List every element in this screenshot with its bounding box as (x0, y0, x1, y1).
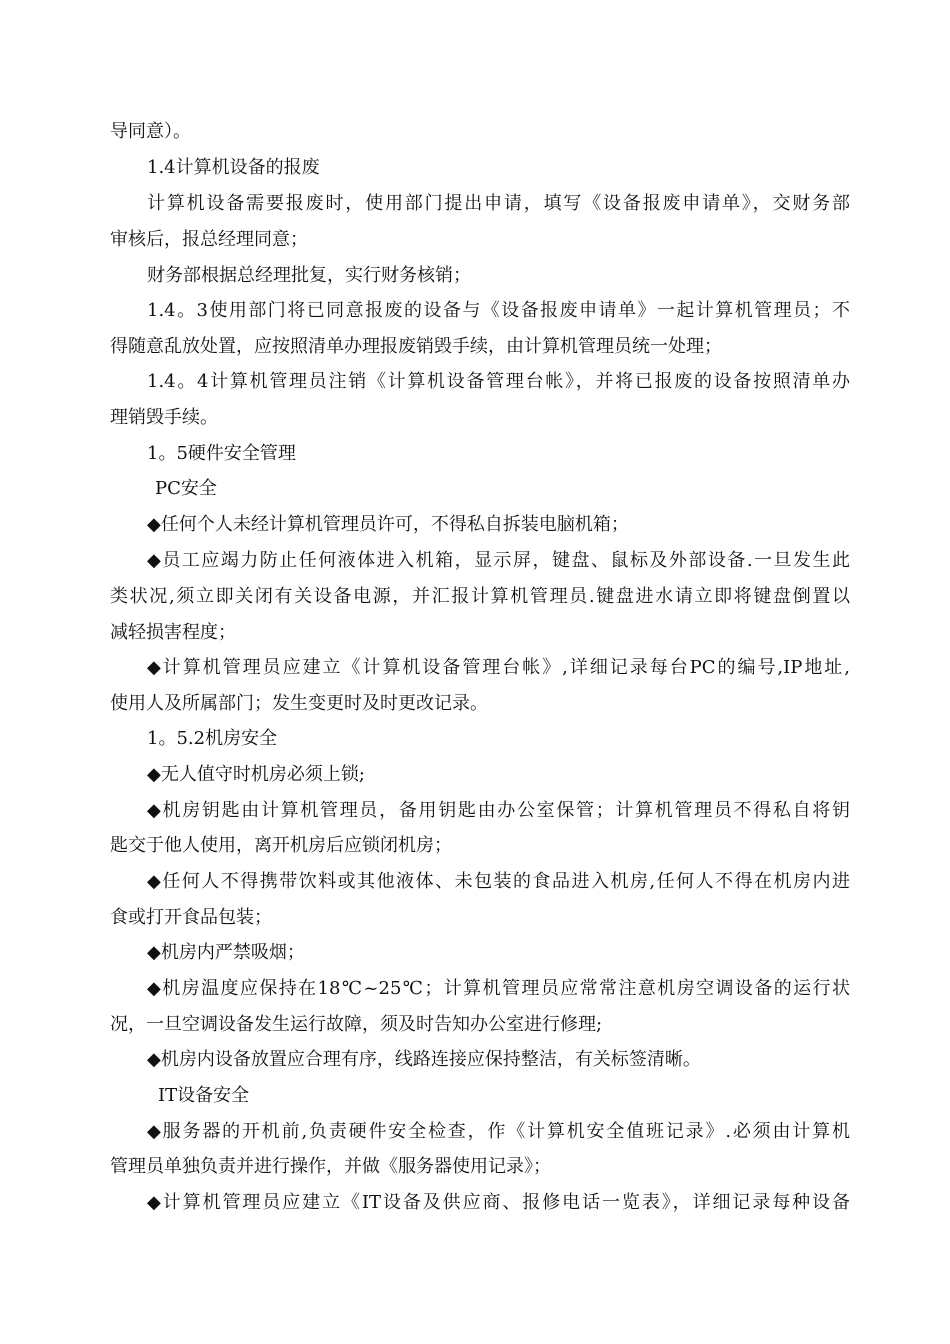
bullet-item: ◆计算机管理员应建立《计算机设备管理台帐》,详细记录每台PC的编号,IP地址, (147, 657, 850, 678)
text-line: 导同意）。 (110, 121, 191, 142)
subsection-heading: IT设备安全 (158, 1085, 250, 1106)
bullet-item: ◆机房内设备放置应合理有序，线路连接应保持整洁，有关标签清晰。 (147, 1049, 701, 1070)
section-heading: 1。5硬件安全管理 (147, 443, 296, 464)
text-line: 计算机设备需要报废时，使用部门提出申请，填写《设备报废申请单》，交财务部 (147, 193, 850, 214)
bullet-item: ◆无人值守时机房必须上锁; (147, 764, 365, 785)
text-line: 得随意乱放处置，应按照清单办理报废销毁手续，由计算机管理员统一处理； (110, 336, 722, 357)
bullet-item: ◆任何人不得携带饮料或其他液体、未包装的食品进入机房,任何人不得在机房内进 (147, 871, 850, 892)
text-line: 审核后，报总经理同意； (110, 229, 308, 250)
text-line: 使用人及所属部门；发生变更时及时更改记录。 (110, 693, 488, 714)
section-heading: 1。5.2机房安全 (147, 728, 278, 749)
text-line: 食或打开食品包装； (110, 907, 272, 928)
text-line: 财务部根据总经理批复，实行财务核销； (147, 265, 471, 286)
bullet-item: ◆服务器的开机前,负责硬件安全检查，作《计算机安全值班记录》.必须由计算机 (147, 1121, 850, 1142)
text-line: 1.4。3使用部门将已同意报废的设备与《设备报废申请单》一起计算机管理员；不 (147, 300, 850, 321)
bullet-item: ◆计算机管理员应建立《IT设备及供应商、报修电话一览表》，详细记录每种设备 (147, 1192, 850, 1213)
bullet-item: ◆机房温度应保持在18℃~25℃；计算机管理员应常常注意机房空调设备的运行状 (147, 978, 850, 999)
text-line: 匙交于他人使用，离开机房后应锁闭机房； (110, 835, 452, 856)
bullet-item: ◆任何个人未经计算机管理员许可，不得私自拆装电脑机箱； (147, 514, 629, 535)
text-line: 理销毁手续。 (110, 407, 218, 428)
subsection-heading: PC安全 (155, 478, 217, 499)
bullet-item: ◆员工应竭力防止任何液体进入机箱，显示屏，键盘、鼠标及外部设备.一旦发生此 (147, 550, 850, 571)
section-heading: 1.4计算机设备的报废 (147, 157, 320, 178)
text-line: 类状况,须立即关闭有关设备电源，并汇报计算机管理员.键盘进水请立即将键盘倒置以 (110, 586, 850, 607)
text-line: 况，一旦空调设备发生运行故障，须及时告知办公室进行修理; (110, 1014, 603, 1035)
text-line: 1.4。4计算机管理员注销《计算机设备管理台帐》，并将已报废的设备按照清单办 (147, 371, 850, 392)
text-line: 管理员单独负责并进行操作，并做《服务器使用记录》； (110, 1156, 551, 1177)
bullet-item: ◆机房内严禁吸烟； (147, 942, 305, 963)
bullet-item: ◆机房钥匙由计算机管理员，备用钥匙由办公室保管；计算机管理员不得私自将钥 (147, 800, 850, 821)
text-line: 减轻损害程度； (110, 622, 236, 643)
